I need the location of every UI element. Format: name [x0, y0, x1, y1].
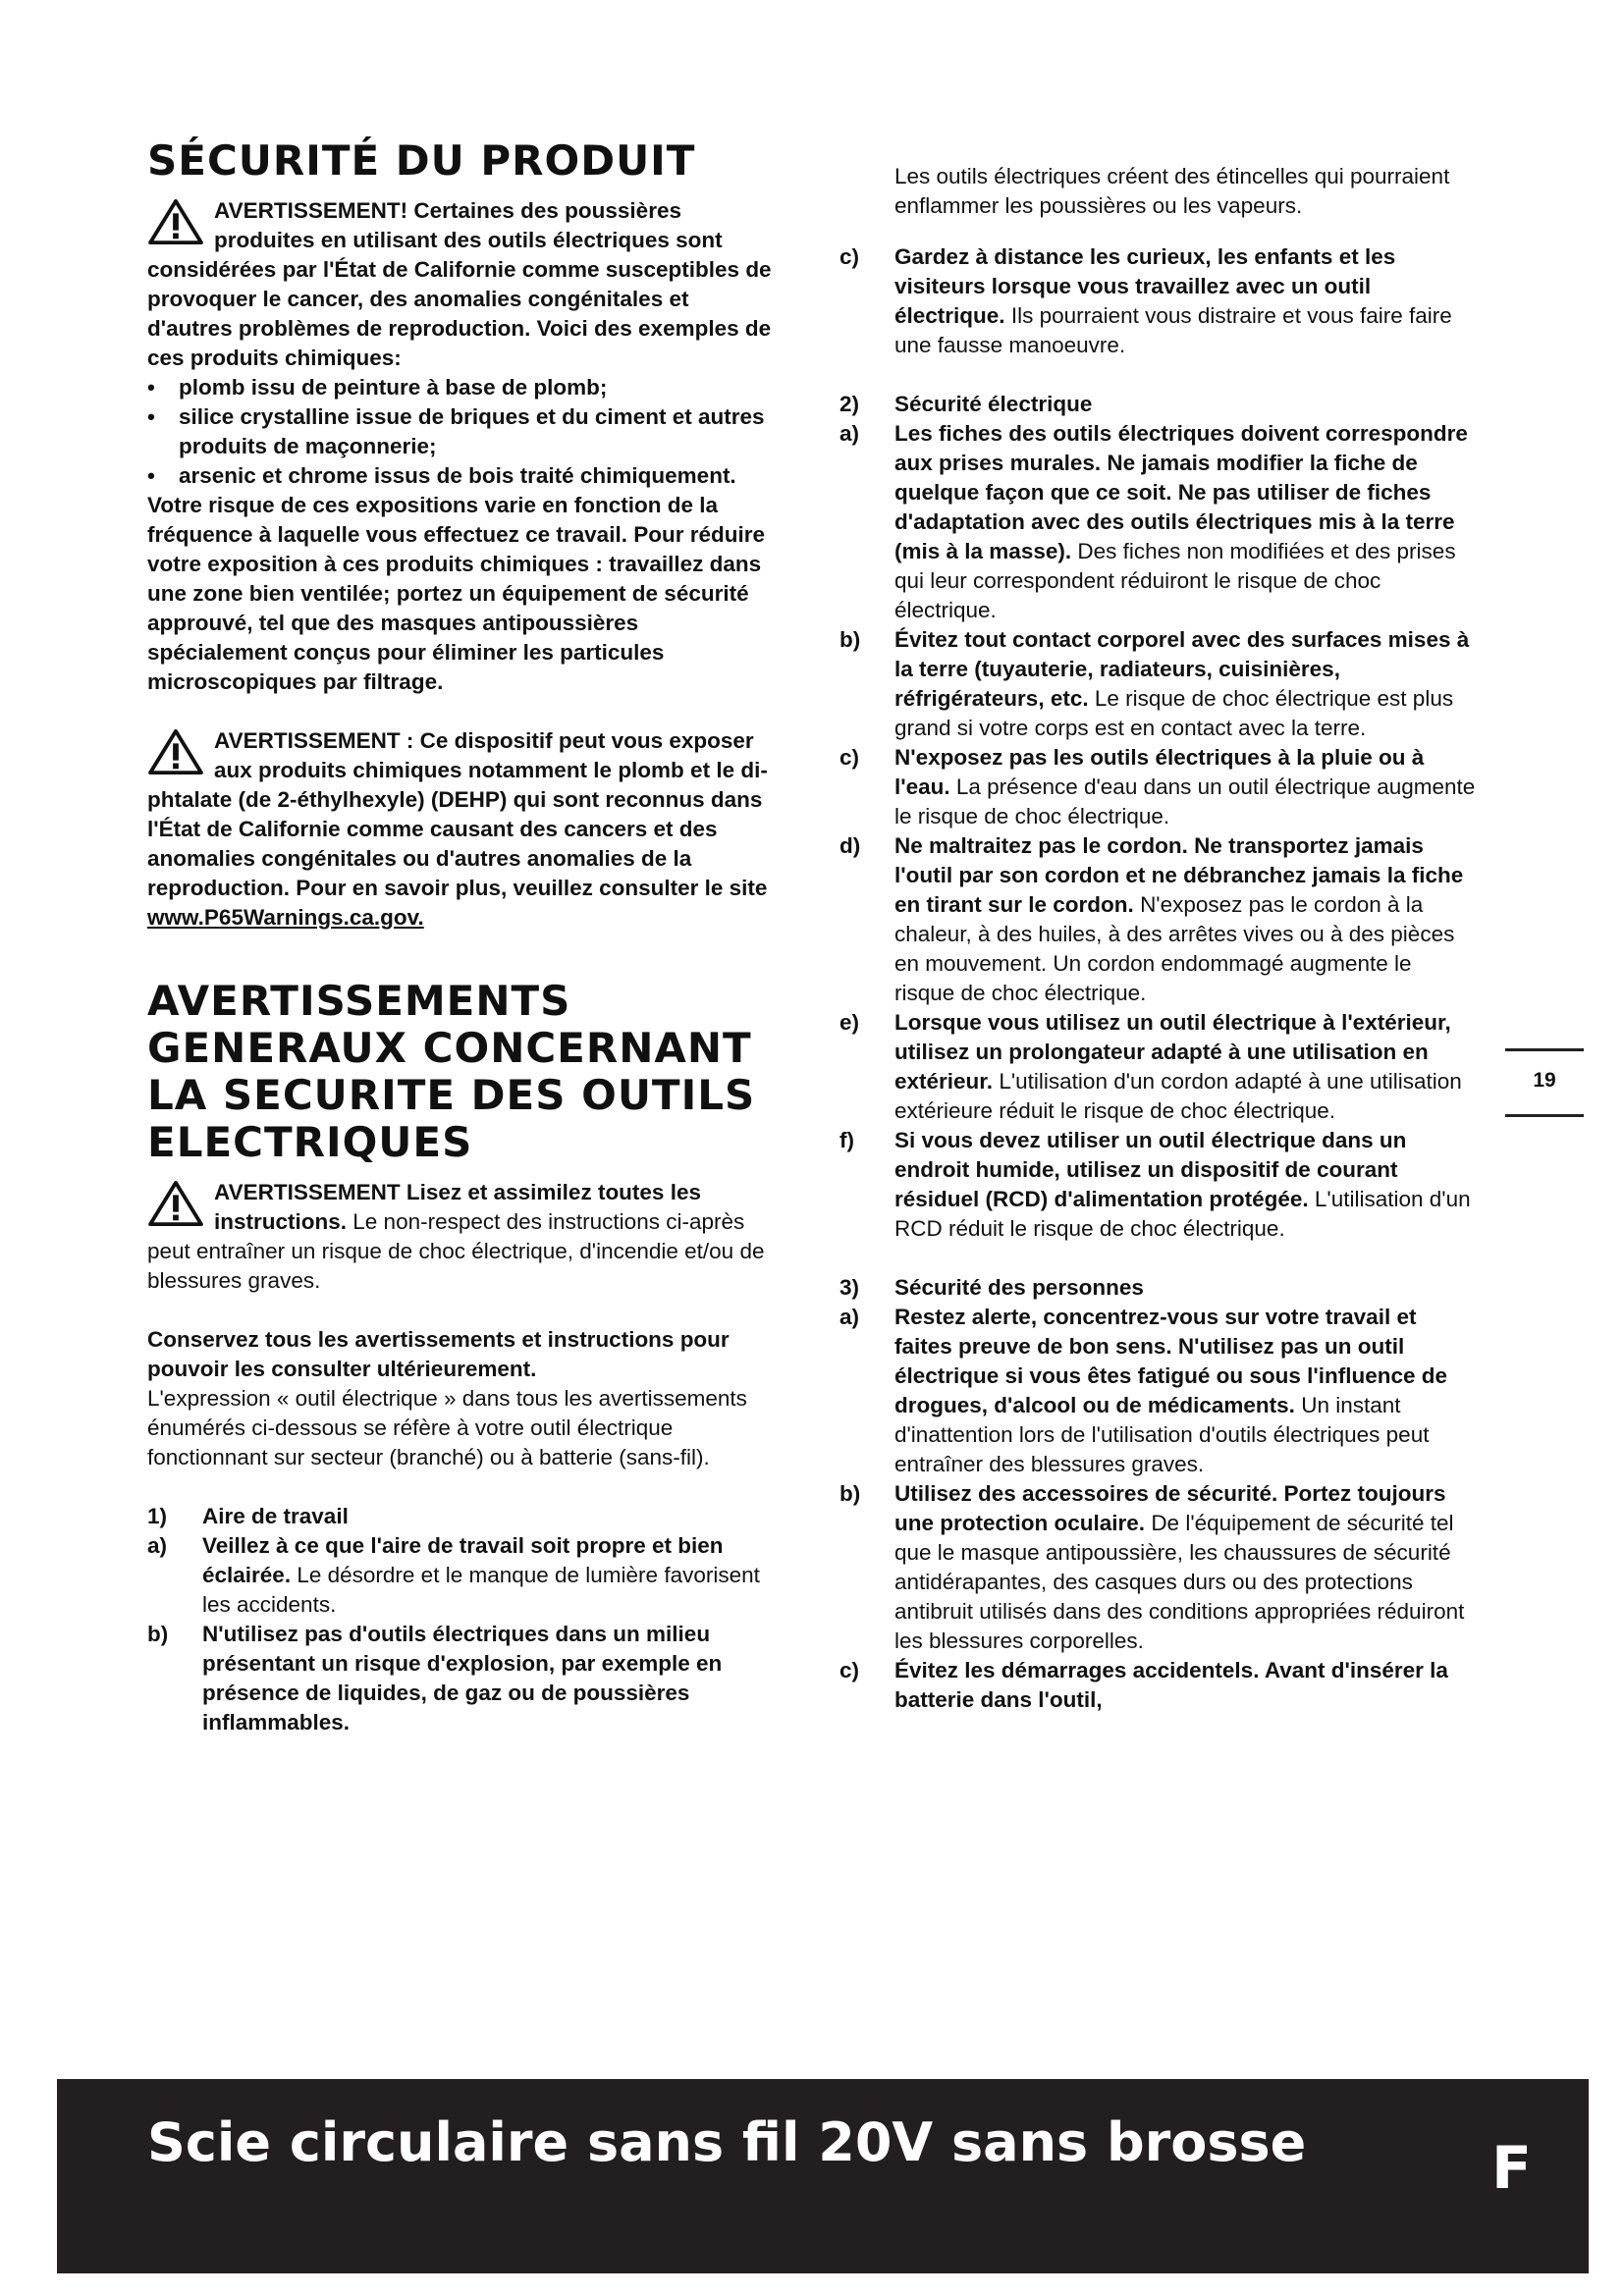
general-warnings-title: AVERTISSEMENTS GENERAUX CONCERNANT LA SECURITE DES OUTILS ELECTRIQUES — [147, 977, 756, 1166]
keep-instructions-heading: Conservez tous les avertissements et instructions pour pouvoir les consulter ultérieurement. — [147, 1327, 730, 1381]
p65-link[interactable]: www.P65Warnings.ca.gov. — [147, 905, 424, 930]
section-work-area-title: 1) Aire de travail — [147, 1504, 349, 1528]
list-item: c) Évitez les démarrages accidentels. Avant d'insérer la batterie dans l'outil, — [839, 1658, 1448, 1712]
warning-triangle-icon — [147, 728, 204, 775]
list-item: a) Les fiches des outils électriques doivent correspondre aux prises murales. Ne jamais modifier la fiche de quelque façon que ce soit. Ne pas utiliser de fiches d'adaptation avec des outils électriques mis à la terre (mis à la masse). Des fiches non modifiées et des prises qui leur correspondent réduiront le risque de choc électrique. — [839, 421, 1468, 622]
right-column — [839, 139, 1478, 1715]
product-safety-title: SÉCURITÉ DU PRODUIT — [147, 136, 696, 185]
exposure-advice: Votre risque de ces expositions varie en fonction de la fréquence à laquelle vous effectuez ce travail. Pour réduire votre exposition à ces produits chimiques : travaillez dans une zone bien ventilée; portez un équipement de sécurité approuvé, tel que des masques antipoussières spécialement conçus pour éliminer les particules microscopiques par filtrage. — [147, 493, 765, 694]
dehp-warning-text: AVERTISSEMENT : Ce dispositif peut vous exposer aux produits chimiques notamment le plomb et le di-phtalate (de 2-éthylhexyle) (DEHP) qui sont reconnus dans l'État de Californie comme causant des cancers et des anomalies congénitales ou d'autres anomalies de la reproduction. Pour en savoir plus, veuillez consulter le site — [147, 728, 768, 900]
list-item: a) Restez alerte, concentrez-vous sur votre travail et faites preuve de bon sens. N'utilisez pas un outil électrique si vous êtes fatigué ou sous l'influence de drogues, d'alcool ou de médicaments. Un instant d'inattention lors de l'utilisation d'outils électriques peut entraîner des blessures graves. — [839, 1305, 1447, 1476]
warning-triangle-icon — [147, 1180, 204, 1227]
page-number-box — [1505, 1048, 1584, 1117]
list-item: • plomb issu de peinture à base de plomb; — [147, 375, 608, 400]
list-item: a) Veillez à ce que l'aire de travail soit propre et bien éclairée. Le désordre et le manque de lumière favorisent les accidents. — [147, 1533, 760, 1617]
list-item: • arsenic et chrome issus de bois traité chimiquement. — [147, 463, 736, 488]
list-item: • silice crystalline issue de briques et du ciment et autres produits de maçonnerie; — [147, 404, 765, 458]
read-instructions-text: Le non-respect des instructions ci-après peut entraîner un risque de choc électrique, d'incendie et/ou de blessures graves. — [147, 1209, 765, 1293]
list-item: b) Évitez tout contact corporel avec des surfaces mises à la terre (tuyauterie, radiateurs, cuisinières, réfrigérateurs, etc. Le risque de choc électrique est plus grand si votre corps est en contact avec la terre. — [839, 627, 1470, 740]
california-warning — [147, 196, 776, 373]
dehp-warning — [147, 726, 776, 933]
list-item: b) N'utilisez pas d'outils électriques dans un milieu présentant un risque d'explosion, par exemple en présence de liquides, de gaz ou de poussières inflammables. — [147, 1622, 723, 1735]
left-column — [147, 137, 776, 1737]
sparks-text: Les outils électriques créent des étincelles qui pourraient enflammer les poussières ou les vapeurs. — [894, 163, 1450, 218]
section-personal-title: 3) Sécurité des personnes — [839, 1275, 1144, 1300]
page-number: 19 — [1533, 1069, 1556, 1092]
list-item: c) N'exposez pas les outils électriques à la pluie ou à l'eau. La présence d'eau dans un outil électrique augmente le risque de choc électrique. — [839, 745, 1476, 828]
read-instructions-warning — [147, 1178, 776, 1296]
list-item: f) Si vous devez utiliser un outil électrique dans un endroit humide, utilisez un dispositif de courant résiduel (RCD) d'alimentation protégée. L'utilisation d'un RCD réduit le risque de choc électrique. — [839, 1128, 1471, 1241]
list-item: c) Gardez à distance les curieux, les enfants et les visiteurs lorsque vous travaillez avec un outil électrique. Ils pourraient vous distraire et vous faire faire une fausse manoeuvre. — [839, 244, 1452, 357]
chemical-list — [147, 373, 776, 491]
language-marker: F — [1491, 2134, 1532, 2203]
keep-instructions-text: L'expression « outil électrique » dans tous les avertissements énumérés ci-dessous se réfère à votre outil électrique fonctionnant sur secteur (branché) ou à batterie (sans-fil). — [147, 1386, 747, 1469]
footer-banner — [57, 2079, 1589, 2273]
section-electrical-title: 2) Sécurité électrique — [839, 392, 1093, 416]
warning-triangle-icon — [147, 198, 204, 245]
product-title: Scie circulaire sans fil 20V sans brosse — [147, 2111, 1307, 2173]
list-item: d) Ne maltraitez pas le cordon. Ne transportez jamais l'outil par son cordon et ne débranchez jamais la fiche en tirant sur le cordon. N'exposez pas le cordon à la chaleur, à des huiles, à des arrêtes vives ou à des pièces en mouvement. Un cordon endommagé augmente le risque de choc électrique. — [839, 833, 1464, 1005]
read-instructions-bold: AVERTISSEMENT Lisez et assimilez toutes les instructions. — [214, 1180, 701, 1234]
list-item: e) Lorsque vous utilisez un outil électrique à l'extérieur, utilisez un prolongateur adapté à une utilisation en extérieur. L'utilisation d'un cordon adapté à une utilisation extérieure réduit le risque de choc électrique. — [839, 1010, 1462, 1123]
california-warning-text: AVERTISSEMENT! Certaines des poussières produites en utilisant des outils électriques sont considérées par l'État de Californie comme susceptibles de provoquer le cancer, des anomalies congénitales et d'autres problèmes de reproduction. Voici des exemples de ces produits chimiques: — [147, 198, 772, 370]
list-item: b) Utilisez des accessoires de sécurité. Portez toujours une protection oculaire. De l'équipement de sécurité tel que le masque antipoussière, les chaussures de sécurité antidérapantes, des casques durs ou des protections antibruit utilisés dans des conditions appropriées réduiront les blessures corporelles. — [839, 1481, 1465, 1653]
